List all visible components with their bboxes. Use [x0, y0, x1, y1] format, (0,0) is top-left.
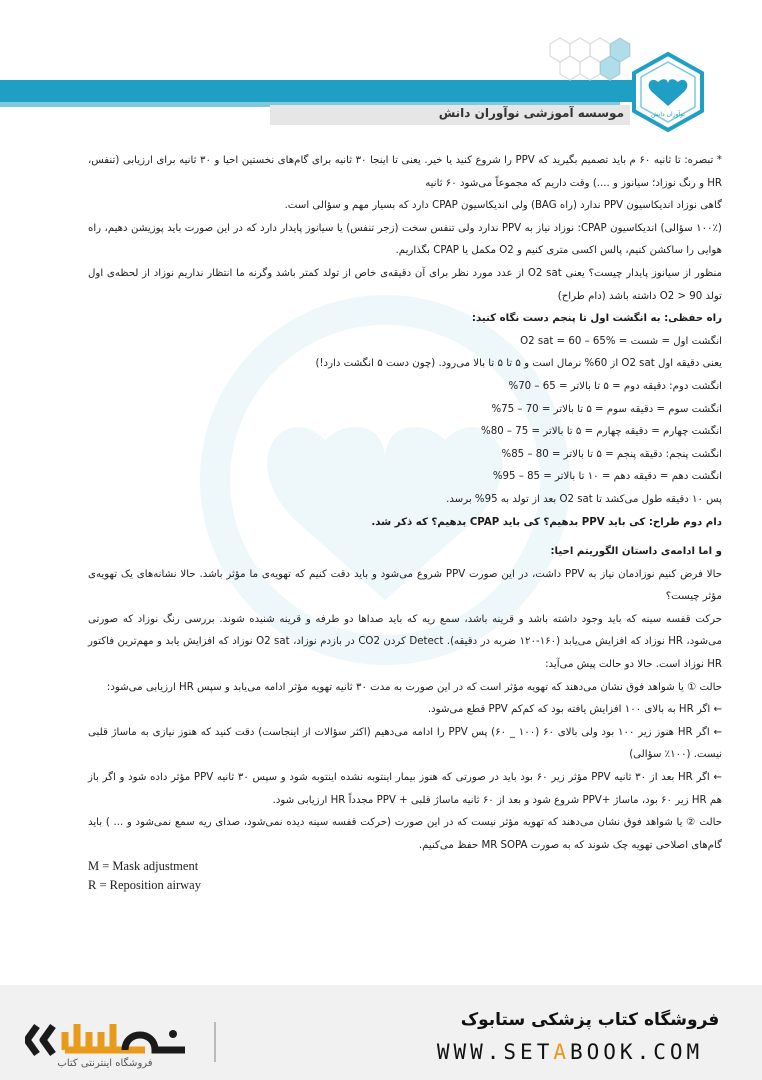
mnemonic-line: R = Reposition airway [88, 878, 201, 893]
store-title: فروشگاه کتاب پزشکی ستابوک [460, 1010, 720, 1030]
finger-line: انگشت اول = شست = O2 sat = 60 – 65% [520, 335, 722, 347]
paragraph-trap: دام دوم طراح: کی باید PPV بدهیم؟ کی باید CPAP بدهیم؟ که ذکر شد. [371, 516, 722, 528]
document-body [88, 150, 722, 895]
paragraph: یعنی دقیقه اول O2 sat از 60% نرمال است و ۵ تا ۵ تا بالا می‌رود. (چون دست ۵ انگشت دارد!) [315, 358, 722, 370]
logo-subtitle: فروشگاه اینترنتی کتاب [57, 1058, 153, 1069]
paragraph-case-2: حالت ② یا شواهد فوق نشان می‌دهند که تهویه مؤثر نیست که در این صورت (حرکت قفسه سینه دیده نمی‌شود، صدای ریه سمع نمی‌شود و ... ) باید گام‌های اصلاحی تهویه چک شوند که به صورت MR SOPA حفظ می‌کنیم. [88, 817, 722, 851]
paragraph-mnemonic: راه حفظی: به انگشت اول تا پنجم دست نگاه کنید: [471, 313, 722, 325]
finger-line: انگشت سوم = دقیقه سوم = ۵ تا بالاتر = 70 – 75% [491, 403, 722, 415]
paragraph-cpap: (۱۰۰٪ سؤالی) اندیکاسیون CPAP: نوزاد نیاز به PPV ندارد ولی تنفس سخت (زجر تنفس) یا سیانوز پایدار دارد که در این صورت باید پوزیشن دهیم، راه هوایی را ساکشن کنیم، پالس اکسی متری کنیم و O2 مکمل یا CPAP بگذاریم. [88, 222, 722, 257]
mnemonic-line: M = Mask adjustment [88, 859, 199, 874]
paragraph-note: * تبصره: تا ثانیه ۶۰ م باید تصمیم بگیرید که PPV را شروع کنید یا خیر. یعنی تا اینجا ۳۰ ثانیه برای گام‌های نخستین احیا و ۳۰ ثانیه برای ارزیابی (تنفس، HR و رنگ نوزاد؛ سیانوز و ....) وقت داریم که مجموعاً می‌شود ۶۰ ثانیه [88, 155, 722, 189]
store-url[interactable] [390, 1040, 750, 1064]
finger-line: انگشت دهم = دقیقه دهم = ۱۰ تا بالاتر = 85 – 95% [492, 471, 722, 483]
url-part: SET [503, 1040, 554, 1064]
institute-name: موسسه آموزشی نوآوران دانش [438, 106, 624, 120]
footer-divider [214, 1022, 216, 1062]
paragraph: حرکت قفسه سینه که باید وجود داشته باشد و قرینه باشد، سمع ریه که باید صداها دو طرفه و قرینه شنیده شوند. بررسی رنگ نوزاد که صورتی می‌شود، HR نوزاد که افزایش می‌یابد (۱۶۰-۱۲۰ ضربه در دقیقه). Detect کردن CO2 در بازدم نوزاد، O2 sat نوزاد که افزایش یابد و مهم‌ترین فاکتور HR نوزاد است. حالا دو حالت پیش می‌آید: [88, 613, 722, 671]
institute-logo-icon [632, 52, 704, 132]
url-accent: A [553, 1040, 570, 1064]
finger-line: انگشت دوم: دقیقه دوم = ۵ تا بالاتر = 65 – 70% [508, 380, 722, 392]
paragraph-case-1: حالت ① یا شواهد فوق نشان می‌دهند که تهویه مؤثر است که در این صورت به مدت ۳۰ ثانیه تهویه مؤثر ادامه می‌یابد و سپس HR ارزیابی می‌شود: [106, 681, 722, 693]
arrow-item: ← اگر HR به بالای ۱۰۰ افزایش یافته بود که کم‌کم PPV قطع می‌شود. [427, 704, 722, 716]
finger-line: انگشت پنجم: دقیقه پنجم = ۵ تا بالاتر = 80 – 85% [501, 448, 722, 460]
url-part: BOOK.COM [570, 1040, 704, 1064]
section-heading: و اما ادامه‌ی داستان الگوریتم احیا: [550, 546, 722, 558]
logo-text: نوآوران دانش [651, 111, 685, 118]
paragraph: منظور از سیانوز پایدار چیست؟ یعنی O2 sat از عدد مورد نظر برای آن دقیقه‌ی خاص از تولد کمتر باشد وگرنه ما انتظار نداریم نوزاد از لحظه‌ی اول تولد O2 > 90 داشته باشد (دام طراح) [88, 267, 722, 302]
paragraph: حالا فرض کنیم نوزادمان نیاز به PPV داشت، در این صورت PPV شروع می‌شود و باید دقت کنیم که تهویه‌ی ما مؤثر باشد. حالا نشانه‌های یک تهویه‌ی مؤثر چیست؟ [88, 568, 722, 603]
paragraph: گاهی نوزاد اندیکاسیون PPV ندارد (راه BAG) ولی اندیکاسیون CPAP دارد که بسیار مهم و سؤالی است. [284, 200, 722, 212]
url-prefix: WWW. [436, 1040, 504, 1064]
page-header [0, 0, 762, 135]
finger-line: انگشت چهارم = دقیقه چهارم = ۵ تا بالاتر = 75 – 80% [481, 426, 722, 438]
arrow-item: ← اگر HR هنوز زیر ۱۰۰ بود ولی بالای ۶۰ (۱۰۰ _ ۶۰) پس PPV را ادامه می‌دهیم (اکثر سؤالات از اینجاست) دقت کنید که هنوز نیازی به ماساژ قلبی نیست. (۱۰۰٪ سؤالی) [88, 726, 723, 761]
arrow-item: ← اگر HR بعد از ۳۰ ثانیه PPV مؤثر زیر ۶۰ بود باید در صورتی که هنوز بیمار اینتوبه نشده اینتوبه شود و سپس ۳۰ ثانیه PPV مؤثر داده شود و اگر باز هم HR زیر ۶۰ بود، ماساژ +PPV شروع شود و بعد از ۶۰ ثانیه ماساژ قلبی + PPV مجدداً HR ارزیابی شود. [88, 772, 722, 806]
paragraph: پس ۱۰ دقیقه طول می‌کشد تا O2 sat بعد از تولد به 95% برسد. [446, 493, 722, 505]
